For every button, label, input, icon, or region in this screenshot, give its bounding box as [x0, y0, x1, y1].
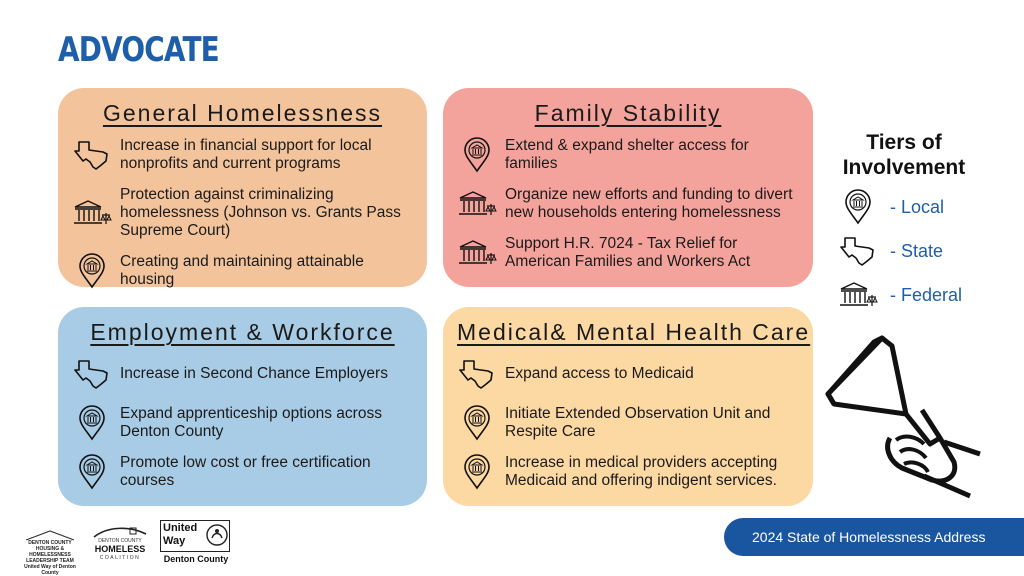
texas-state-icon	[72, 137, 112, 173]
list-item	[72, 253, 413, 289]
item-text: Increase in medical providers accepting Medicaid and offering indigent services.	[505, 454, 778, 489]
texas-state-icon	[838, 234, 878, 268]
item-text: Extend & expand shelter access for families	[505, 137, 749, 172]
housing-team-sub: United Way of Denton County	[24, 564, 76, 576]
list-item	[457, 356, 799, 392]
item-text: Creating and maintaining attainable housing	[120, 253, 364, 288]
federal-building-icon	[457, 235, 497, 271]
united-way-name: United Way	[163, 522, 198, 547]
legend-item-federal	[838, 278, 970, 312]
card-heading: Employment & Workforce	[90, 319, 395, 345]
item-text: Increase in financial support for local nonprofits and current programs	[120, 137, 372, 172]
local-pin-icon	[457, 454, 497, 490]
item-text: Promote low cost or free certification courses	[120, 454, 371, 489]
item-text: Initiate Extended Observation Unit and Respite Care	[505, 405, 771, 440]
housing-team-logo	[20, 528, 80, 576]
card-heading: Family Stability	[534, 100, 722, 126]
list-item	[72, 405, 413, 441]
legend-item-local	[838, 190, 970, 224]
item-text: Support H.R. 7024 - Tax Relief for American Families and Workers Act	[505, 235, 751, 270]
card-heading: General Homelessness	[102, 100, 383, 126]
local-pin-icon	[457, 137, 497, 173]
list-item	[72, 454, 413, 490]
list-item	[457, 235, 799, 271]
legend-heading: Tiers of Involvement	[842, 131, 966, 179]
list-item	[457, 405, 799, 441]
united-way-sub: Denton County	[163, 554, 229, 564]
local-pin-icon	[457, 405, 497, 441]
card-medical-mental-health	[443, 307, 813, 506]
footer-band-text: 2024 State of Homelessness Address	[752, 529, 986, 545]
tiers-legend	[838, 130, 970, 312]
coalition-top: DENTON COUNTY	[98, 538, 142, 544]
local-pin-icon	[838, 190, 878, 224]
item-text: Expand apprenticeship options across Denton County	[120, 405, 382, 440]
list-item	[72, 186, 413, 240]
united-way-hand-icon	[206, 524, 228, 546]
card-employment-workforce	[58, 307, 427, 506]
united-way-logo	[160, 520, 232, 568]
coalition-main: HOMELESS	[94, 544, 146, 554]
homeless-coalition-logo	[90, 524, 150, 568]
coalition-arc-icon	[90, 524, 150, 538]
legend-label: - Federal	[890, 284, 963, 305]
legend-label: - Local	[890, 196, 945, 217]
legend-label: - State	[890, 240, 944, 261]
texas-state-icon	[72, 356, 112, 392]
megaphone-icon	[820, 330, 990, 510]
list-item	[72, 137, 413, 173]
legend-item-state	[838, 234, 970, 268]
local-pin-icon	[72, 253, 112, 289]
card-family-stability	[443, 88, 813, 287]
federal-building-icon	[72, 195, 112, 231]
list-item	[457, 186, 799, 222]
item-text: Increase in Second Chance Employers	[120, 365, 388, 382]
list-item	[457, 454, 799, 490]
footer-band	[724, 518, 1024, 556]
list-item	[72, 356, 413, 392]
federal-building-icon	[457, 186, 497, 222]
card-heading: Medical& Mental Health Care	[457, 319, 811, 345]
item-text: Expand access to Medicaid	[505, 365, 694, 382]
texas-state-icon	[457, 356, 497, 392]
item-text: Organize new efforts and funding to divert new households entering homelessness	[505, 186, 793, 221]
footer-logos	[20, 520, 232, 576]
local-pin-icon	[72, 454, 112, 490]
coalition-bottom: COALITION	[99, 555, 141, 561]
federal-building-icon	[838, 278, 878, 312]
page-title: ADVOCATE	[58, 30, 219, 70]
list-item	[457, 137, 799, 173]
housing-team-name: DENTON COUNTY HOUSING & HOMELESSNESS LEADERSHIP TEAM	[26, 540, 74, 564]
item-text: Protection against criminalizing homelessness (Johnson vs. Grants Pass Supreme Court)	[120, 186, 401, 239]
card-general-homelessness	[58, 88, 427, 287]
local-pin-icon	[72, 405, 112, 441]
